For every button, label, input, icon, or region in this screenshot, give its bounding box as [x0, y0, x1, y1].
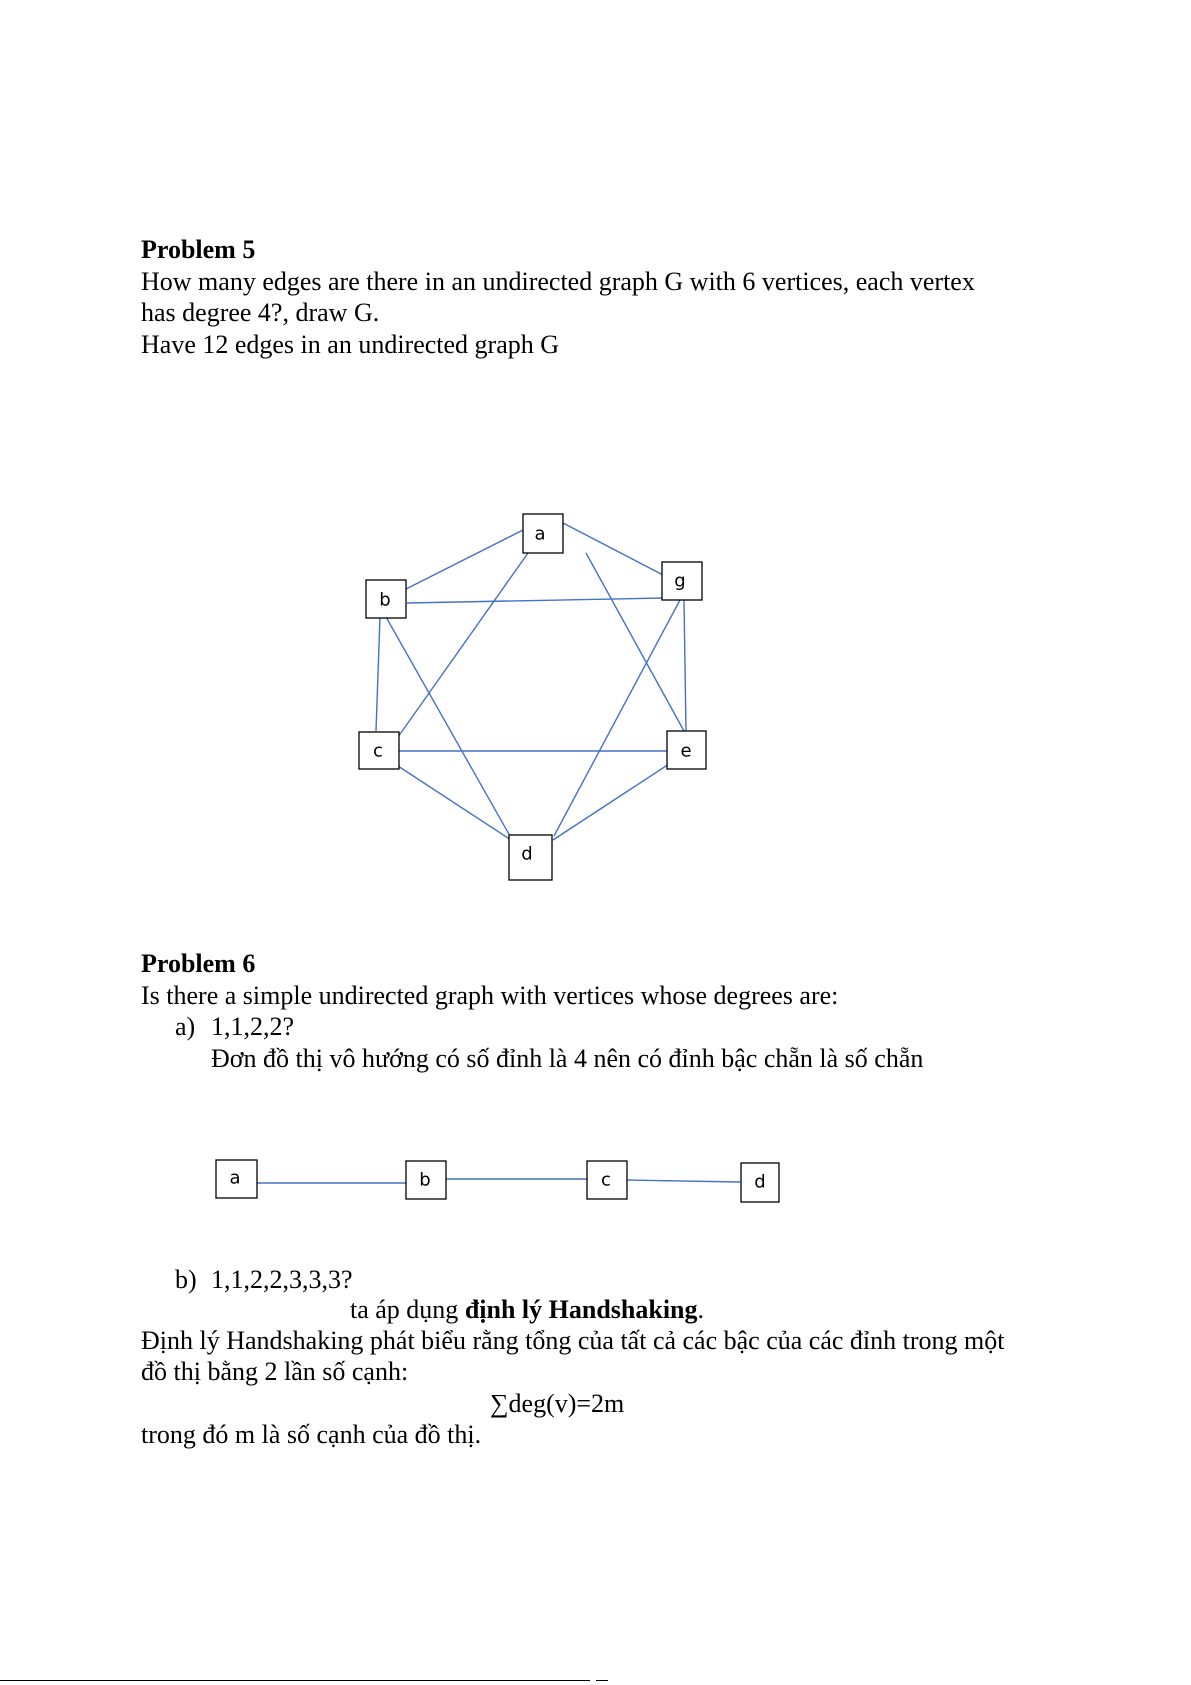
graph2-vertex-label: b [419, 1169, 431, 1191]
graph2-vertex-label: c [601, 1169, 611, 1191]
formula-conclusion: trong đó m là số cạnh của đồ thị. [141, 1420, 482, 1449]
graph1-vertex-label: a [534, 523, 546, 545]
footer-rule [0, 1680, 590, 1681]
part-a-marker: a) [175, 1012, 196, 1041]
graph2-vertex-d [741, 1163, 779, 1202]
problem5-title: Problem 5 [141, 235, 256, 264]
graph2-vertex-b [406, 1161, 446, 1199]
part-b-intro-suffix: . [697, 1295, 705, 1324]
graph2-vertex-label: d [754, 1171, 766, 1193]
theorem-statement-line2: đồ thị bằng 2 lần số cạnh: [141, 1357, 409, 1386]
graph2-edge-c-d [626, 1180, 740, 1182]
problem6-question: Is there a simple undirected graph with vertices whose degrees are: [141, 981, 839, 1010]
graph1-vertex-label: e [680, 740, 692, 762]
part-b-marker: b) [175, 1265, 197, 1294]
theorem-statement-line1: Định lý Handshaking phát biểu rằng tổng của tất cả các bậc của các đỉnh trong một [141, 1326, 1005, 1355]
graph2-vertex-a [216, 1160, 257, 1198]
graph1-vertex-label: d [521, 843, 533, 865]
problem5-answer: Have 12 edges in an undirected graph G [141, 330, 560, 359]
graph2-edges [257, 1179, 740, 1183]
part-b-intro-prefix: ta áp dụng [350, 1295, 465, 1324]
graph2-vertex-c [587, 1161, 627, 1199]
part-a-explanation: Đơn đồ thị vô hướng có số đỉnh là 4 nên có đỉnh bậc chẵn là số chẵn [211, 1044, 924, 1073]
problem5-question-line1: How many edges are there in an undirected graph G with 6 vertices, each vertex [141, 267, 975, 296]
graph1-vertex-label: g [674, 570, 686, 592]
part-b-sequence: 1,1,2,2,3,3,3? [211, 1265, 353, 1294]
problem5-question-line2: has degree 4?, draw G. [141, 298, 380, 327]
graph1-vertex-label: c [373, 740, 383, 762]
part-b-intro [350, 1294, 704, 1325]
handshaking-formula: ∑deg(v)=2m [490, 1389, 625, 1418]
footer-dash [596, 1680, 608, 1681]
graph1-vertex-label: b [379, 589, 391, 611]
part-a-sequence: 1,1,2,2? [211, 1012, 295, 1041]
handshaking-theorem-term: định lý Handshaking [464, 1295, 698, 1324]
graph2-vertex-label: a [229, 1167, 241, 1189]
problem6-title: Problem 6 [141, 949, 256, 978]
